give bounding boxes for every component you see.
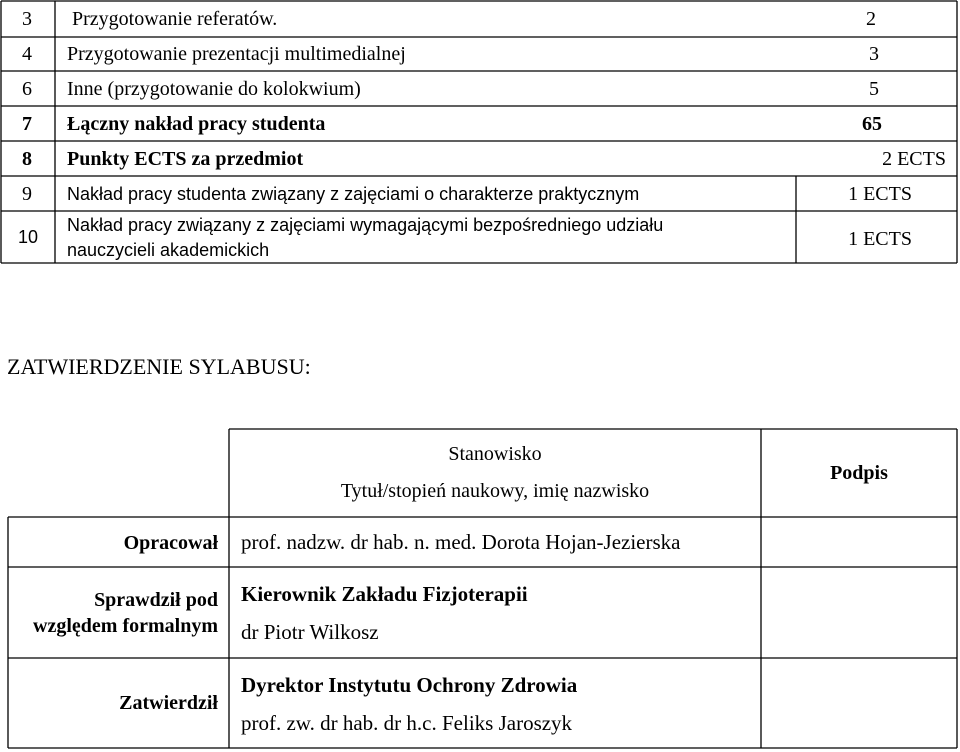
checked-by-position: Kierownik Zakładu Fizjoterapii <box>241 582 528 606</box>
header-signature: Podpis <box>830 462 888 484</box>
label-checked-by-line2: względem formalnym <box>33 615 218 637</box>
prepared-by-name: prof. nadzw. dr hab. n. med. Dorota Hojan-Jezierska <box>241 530 681 554</box>
header-position: Stanowisko <box>448 443 542 465</box>
row-number: 3 <box>22 8 32 30</box>
row-description-line1: Nakład pracy związany z zajęciami wymagającymi bezpośredniego udziału <box>67 215 664 235</box>
row-value: 1 ECTS <box>848 228 912 250</box>
signature-cell-approved <box>762 659 956 747</box>
row-value: 3 <box>869 43 879 65</box>
row-value: 1 ECTS <box>848 183 912 205</box>
row-number: 4 <box>22 43 32 65</box>
row-number: 8 <box>22 148 32 170</box>
approval-heading: ZATWIERDZENIE SYLABUSU: <box>7 354 311 379</box>
label-checked-by-line1: Sprawdził pod <box>94 589 218 611</box>
approved-by-name: prof. zw. dr hab. dr h.c. Feliks Jaroszyk <box>241 711 573 735</box>
row-description: Inne (przygotowanie do kolokwium) <box>67 78 361 100</box>
row-number: 9 <box>22 183 32 205</box>
row-value: 2 ECTS <box>882 148 946 170</box>
row-number: 7 <box>22 113 32 135</box>
signature-cell-checked <box>762 568 956 657</box>
row-description: Przygotowanie prezentacji multimedialnej <box>67 43 406 65</box>
row-value: 65 <box>862 113 882 135</box>
row-description: Przygotowanie referatów. <box>72 8 278 30</box>
row-number: 10 <box>18 227 39 247</box>
label-approved-by: Zatwierdził <box>119 692 218 714</box>
row-description: Punkty ECTS za przedmiot <box>67 148 304 170</box>
label-prepared-by: Opracował <box>123 532 218 554</box>
row-value: 5 <box>869 78 879 100</box>
row-description: Nakład pracy studenta związany z zajęciami o charakterze praktycznym <box>67 184 640 204</box>
row-value: 2 <box>866 8 876 30</box>
signature-cell-prepared <box>762 518 956 566</box>
approved-by-position: Dyrektor Instytutu Ochrony Zdrowia <box>241 673 578 697</box>
checked-by-name: dr Piotr Wilkosz <box>241 620 379 644</box>
row-number: 6 <box>22 78 32 100</box>
row-description: Łączny nakład pracy studenta <box>67 113 326 135</box>
header-position-subtitle: Tytuł/stopień naukowy, imię nazwisko <box>340 480 650 502</box>
row-description-line2: nauczycieli akademickich <box>67 240 270 260</box>
